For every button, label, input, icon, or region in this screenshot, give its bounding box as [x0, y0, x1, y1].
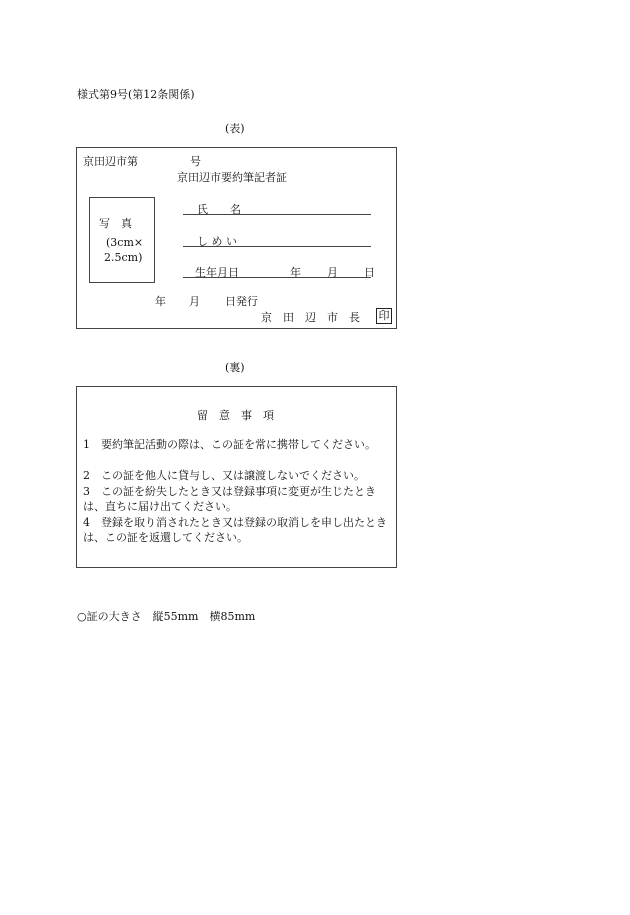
note-item: [83, 484, 391, 514]
birth-label: 生年月日: [195, 266, 239, 279]
note-number: 4: [83, 516, 90, 529]
front-section-label: (表): [225, 122, 245, 135]
back-section-label: (裏): [225, 361, 245, 374]
notes-title: 留 意 事 項: [197, 409, 274, 422]
note-text: この証を他人に貸与し、又は譲渡しないでください。: [101, 469, 365, 482]
note-text: 登録を取り消されたとき又は登録の取消しを申し出たときは、この証を返還してください。: [83, 516, 387, 544]
note-number: 3: [83, 485, 90, 498]
birth-year: 年: [290, 266, 301, 279]
kana-label: し め い: [197, 235, 237, 248]
birth-line: [183, 277, 371, 278]
note-number: 2: [83, 469, 90, 482]
photo-size-line2: 2.5cm): [104, 251, 143, 264]
birth-month: 月: [327, 266, 338, 279]
card-title: 京田辺市要約筆記者証: [177, 171, 287, 184]
card-size-note: ○証の大きさ 縦55mm 横85mm: [77, 610, 256, 623]
name-line: [183, 214, 371, 215]
photo-box: [89, 197, 155, 283]
note-item: [83, 515, 391, 545]
seal-mark: 印: [376, 308, 392, 324]
mayor-label: 京 田 辺 市 長: [261, 311, 360, 324]
issue-month: 月: [189, 295, 200, 308]
number-suffix: 号: [190, 155, 201, 168]
name-label: 氏 名: [197, 203, 241, 216]
photo-label: 写 真: [99, 217, 132, 230]
note-item: [83, 437, 391, 452]
card-back: [76, 386, 397, 568]
photo-size-line1: (3cm×: [106, 236, 144, 249]
note-text: 要約筆記活動の際は、この証を常に携帯してください。: [101, 438, 376, 451]
note-text: この証を紛失したとき又は登録事項に変更が生じたときは、直ちに届け出てください。: [83, 485, 376, 513]
city-number-label: 京田辺市第: [83, 155, 138, 168]
card-front: [76, 147, 397, 329]
note-item: [83, 468, 391, 483]
issue-year: 年: [155, 295, 166, 308]
note-number: 1: [83, 438, 90, 451]
kana-line: [183, 246, 371, 247]
birth-day: 日: [364, 266, 375, 279]
form-number: 様式第9号(第12条関係): [77, 88, 195, 101]
issue-day: 日発行: [225, 295, 258, 308]
